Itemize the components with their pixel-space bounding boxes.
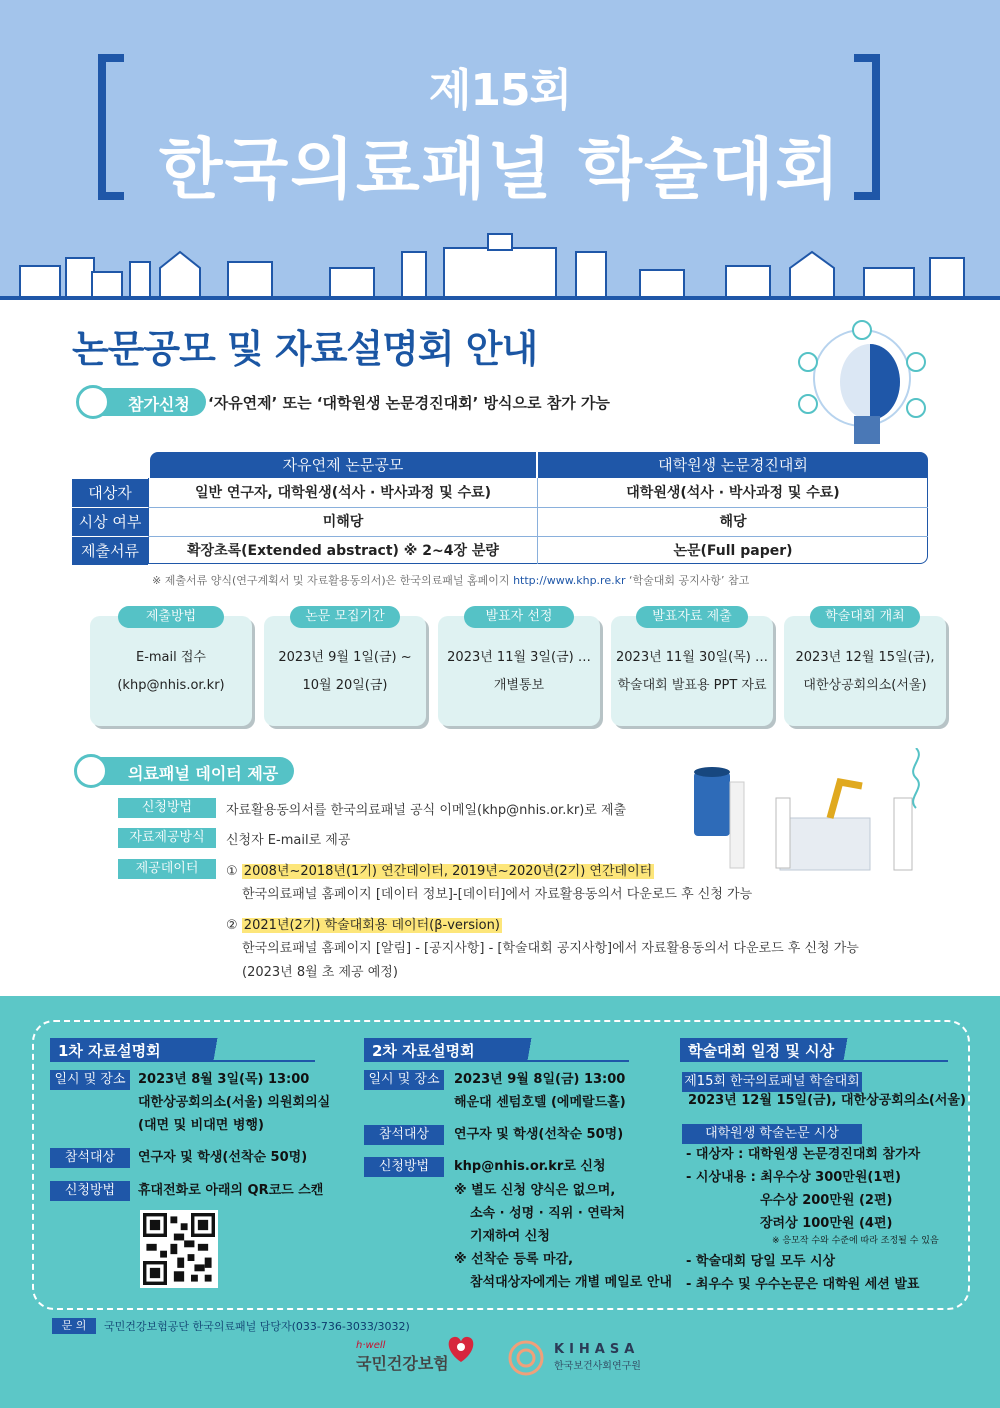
row-label-docs: 제출서류 <box>72 537 148 565</box>
data-section-label: 의료패널 데이터 제공 <box>100 757 294 785</box>
column-rule <box>50 1060 315 1062</box>
session2-target: 연구자 및 학생(선착순 50명) <box>454 1127 624 1142</box>
process-title: 학술대회 개최 <box>810 606 920 628</box>
column-rule <box>680 1060 948 1062</box>
process-line1: 2023년 9월 1일(금) ~ <box>278 650 412 665</box>
data-list-label: 제공데이터 <box>118 859 216 879</box>
process-line2: 학술대회 발표용 PPT 자료 <box>617 678 767 693</box>
session2-datetime: 2023년 9월 8일(금) 13:00 <box>454 1072 626 1087</box>
cell-award-grad: 해당 <box>719 514 747 530</box>
nhis-logo <box>356 1340 449 1374</box>
session2-note: 소속 · 성명 · 직위 · 연락처 <box>470 1206 625 1221</box>
session1-place: 대한상공회의소(서울) 의원회의실 <box>138 1095 331 1110</box>
conference-event-text: 2023년 12월 15일(금), 대한상공회의소(서울) <box>688 1093 966 1108</box>
data-item-1 <box>226 860 654 879</box>
process-line1: 2023년 12월 15일(금), <box>795 650 935 665</box>
session1-datetime-label: 일시 및 장소 <box>50 1070 130 1090</box>
award-target: - 대상자 : 대학원생 논문경진대회 참가자 <box>686 1147 921 1162</box>
footnote-text: ※ 제출서류 양식(연구계획서 및 자료활용동의서)은 한국의료패널 홈페이지 <box>152 574 510 587</box>
data-method-label: 신청방법 <box>118 798 216 818</box>
process-title: 제출방법 <box>118 606 224 628</box>
conference-bullet: - 학술대회 당일 모두 시상 <box>686 1254 836 1269</box>
data-item-2-desc: 한국의료패널 홈페이지 [알림] - [공지사항] - [학술대회 공지사항]에서 자료활용동의서 다운로드 후 신청 가능 <box>242 941 859 956</box>
edition-title: 제15회 <box>428 65 572 116</box>
item-number: ① <box>226 864 238 879</box>
printer-icon <box>74 754 108 788</box>
session1-apply: 휴대전화로 아래의 QR코드 스캔 <box>138 1183 324 1198</box>
data-provide-label: 자료제공방식 <box>118 828 216 848</box>
session1-mode: (대면 및 비대면 병행) <box>138 1118 264 1133</box>
footnote-text-post: ‘학술대회 공지사항’ 참고 <box>629 574 750 587</box>
col-header-free: 자유연제 논문공모 <box>150 452 536 478</box>
session2-title: 2차 자료설명회 <box>364 1038 564 1062</box>
qr-code[interactable] <box>140 1210 218 1288</box>
homepage-link[interactable]: http://www.khp.re.kr <box>513 574 626 587</box>
session2-apply-label: 신청방법 <box>364 1157 444 1177</box>
data-item-1-desc: 한국의료패널 홈페이지 [데이터 정보]-[데이터]에서 자료활용동의서 다운로드 후 신청 가능 <box>242 887 753 902</box>
cell-target-free: 일반 연구자, 대학원생(석사 · 박사과정 및 수료) <box>194 485 492 501</box>
cell-target-grad: 대학원생(석사 · 박사과정 및 수료) <box>626 485 840 501</box>
conference-title: 학술대회 일정 및 시상 <box>680 1038 880 1062</box>
cell-docs-free: 확장초록(Extended abstract) ※ 2~4장 분량 <box>187 543 499 559</box>
session1-apply-label: 신청방법 <box>50 1181 130 1201</box>
session2-target-label: 참석대상 <box>364 1125 444 1145</box>
award-note: ※ 응모작 수와 수준에 따라 조정될 수 있음 <box>772 1236 939 1246</box>
nhis-heart-icon <box>444 1334 478 1364</box>
nhis-logo-small: h·well <box>356 1340 386 1351</box>
clipboard-icon <box>76 385 110 419</box>
process-title: 논문 모집기간 <box>290 606 400 628</box>
session2-datetime-label: 일시 및 장소 <box>364 1070 444 1090</box>
data-item-2-note: (2023년 8월 초 제공 예정) <box>242 965 398 980</box>
conference-bullet: - 최우수 및 우수논문은 대학원 세션 발표 <box>686 1277 920 1292</box>
header-banner <box>0 0 1000 298</box>
process-line1: 2023년 11월 30일(목) … <box>616 650 768 665</box>
process-title: 발표자료 제출 <box>636 606 748 628</box>
data-provide-text: 신청자 E-mail로 제공 <box>226 833 351 848</box>
lab-illustration <box>690 748 936 876</box>
city-skyline-illustration <box>0 228 1000 300</box>
apply-note: ‘자유연제’ 또는 ‘대학원생 논문경진대회’ 방식으로 참가 가능 <box>208 394 610 412</box>
row-label-target: 대상자 <box>72 479 148 507</box>
data-item-1-title: 2008년~2018년(1기) 연간데이터, 2019년~2020년(2기) 연간데이터 <box>243 864 653 879</box>
contact-label: 문 의 <box>52 1318 96 1334</box>
page-title: 한국의료패널 학술대회 <box>158 131 842 208</box>
kihasa-logo-sub: 한국보건사회연구원 <box>554 1361 641 1372</box>
contact-text: 국민건강보험공단 한국의료패널 담당자(033-736-3033/3032) <box>104 1320 410 1333</box>
award-prize-2: 우수상 200만원 (2편) <box>760 1193 893 1208</box>
row-label-award: 시상 여부 <box>72 508 148 536</box>
kihasa-logo-text: KIHASA <box>554 1342 640 1357</box>
session2-note: ※ 선착순 등록 마감, <box>454 1252 574 1267</box>
session2-apply: khp@nhis.or.kr로 신청 <box>454 1159 606 1174</box>
data-method-text: 자료활용동의서를 한국의료패널 공식 이메일(khp@nhis.or.kr)로 제출 <box>226 803 627 818</box>
session1-target: 연구자 및 학생(선착순 50명) <box>138 1150 308 1165</box>
section-main-title: 논문공모 및 자료설명회 안내 <box>72 327 538 371</box>
kihasa-logo <box>554 1342 641 1372</box>
ai-head-illustration <box>792 318 932 448</box>
process-line2: 개별통보 <box>493 678 545 693</box>
cell-award-free: 미해당 <box>322 514 364 530</box>
process-line2: 대한상공회의소(서울) <box>803 678 927 693</box>
session2-note: 참석대상자에게는 개별 메일로 안내 <box>470 1275 672 1290</box>
column-rule <box>364 1060 629 1062</box>
item-number: ② <box>226 918 238 933</box>
conference-award-label: 대학원생 학술논문 시상 <box>682 1124 862 1144</box>
session2-note: ※ 별도 신청 양식은 없으며, <box>454 1183 616 1198</box>
process-line1: E-mail 접수 <box>135 650 206 665</box>
session2-place: 해운대 센텀호텔 (에메랄드홀) <box>454 1095 626 1110</box>
process-title: 발표자 선정 <box>464 606 574 628</box>
conference-event-label: 제15회 한국의료패널 학술대회 <box>682 1072 862 1092</box>
session1-target-label: 참석대상 <box>50 1148 130 1168</box>
session1-title: 1차 자료설명회 <box>50 1038 250 1062</box>
process-line2: (khp@nhis.or.kr) <box>117 678 225 693</box>
session1-datetime: 2023년 8월 3일(목) 13:00 <box>138 1072 310 1087</box>
data-item-2-title: 2021년(2기) 학술대회용 데이터(β-version) <box>243 918 500 933</box>
col-header-grad: 대학원생 논문경진대회 <box>538 452 928 478</box>
process-line2: 10월 20일(금) <box>302 678 388 693</box>
nhis-logo-text: 국민건강보험 <box>356 1354 449 1373</box>
apply-section-label: 참가신청 <box>100 388 206 416</box>
table-footnote <box>152 572 749 588</box>
data-item-2 <box>226 914 502 933</box>
session2-note: 기재하여 신청 <box>470 1229 550 1244</box>
award-prize-1: - 시상내용 : 최우수상 300만원(1편) <box>686 1170 901 1185</box>
cell-docs-grad: 논문(Full paper) <box>673 543 793 559</box>
kihasa-emblem-icon <box>506 1338 546 1378</box>
award-prize-3: 장려상 100만원 (4편) <box>760 1216 893 1231</box>
process-line1: 2023년 11월 3일(금) … <box>447 650 591 665</box>
